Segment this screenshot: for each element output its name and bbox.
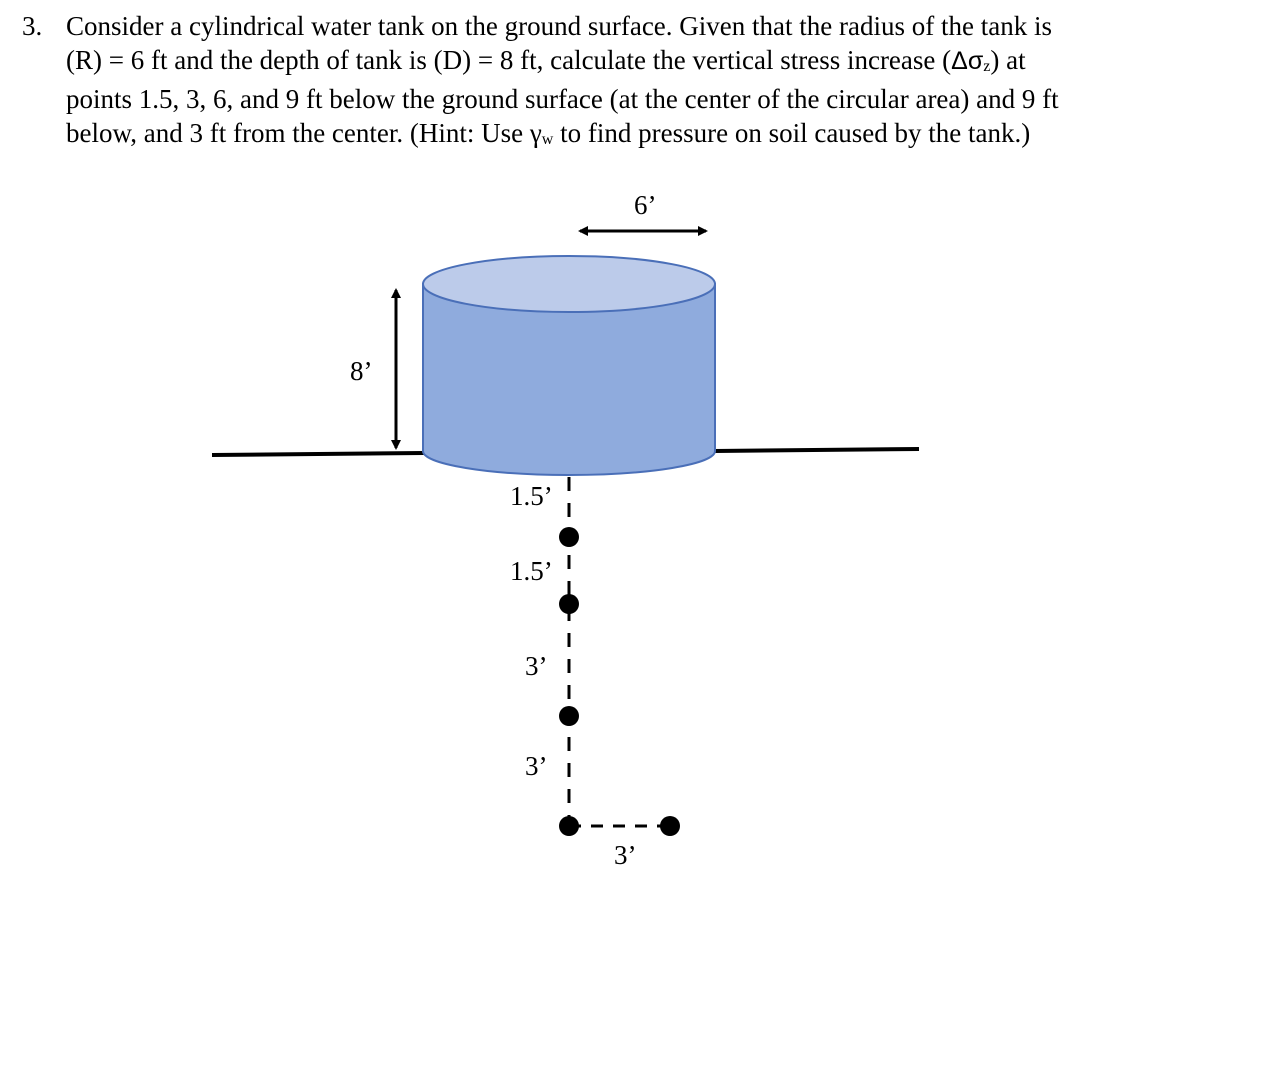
- point-9ft: [559, 816, 579, 836]
- offset-label: 3’: [614, 840, 637, 870]
- gamma-subscript: w: [541, 130, 554, 148]
- point-6ft: [559, 706, 579, 726]
- ground-line-left: [212, 453, 424, 455]
- problem-line-4-end: to find pressure on soil caused by the tank.): [553, 117, 1031, 148]
- tank-top: [423, 256, 715, 312]
- problem-number: 3.: [22, 11, 43, 41]
- radius-label: 6’: [634, 190, 657, 220]
- segment-label-4: 3’: [525, 751, 548, 781]
- segment-label-1: 1.5’: [510, 481, 553, 511]
- ground-line-right: [715, 449, 919, 451]
- problem-line-2-start: (R) = 6 ft and the depth of tank is (D) = 8 ft, calculate the vertical stress increase (: [66, 44, 952, 75]
- delta-sigma-symbol: Δσ: [951, 46, 984, 75]
- point-9ft-offset: [660, 816, 680, 836]
- problem-line-4-start: below, and 3 ft from the center. (Hint: Use γ: [66, 117, 542, 148]
- point-3ft: [559, 594, 579, 614]
- point-1-5ft: [559, 527, 579, 547]
- problem-line-1: Consider a cylindrical water tank on the ground surface. Given that the radius of the tank is: [66, 11, 1052, 41]
- problem-line-3: points 1.5, 3, 6, and 9 ft below the ground surface (at the center of the circular area) and 9 ft: [66, 84, 1059, 114]
- segment-label-3: 3’: [525, 651, 548, 681]
- delta-sigma-subscript: z: [983, 57, 991, 75]
- height-label: 8’: [350, 356, 373, 386]
- segment-label-2: 1.5’: [510, 556, 553, 586]
- problem-line-2-end: ) at: [990, 44, 1026, 75]
